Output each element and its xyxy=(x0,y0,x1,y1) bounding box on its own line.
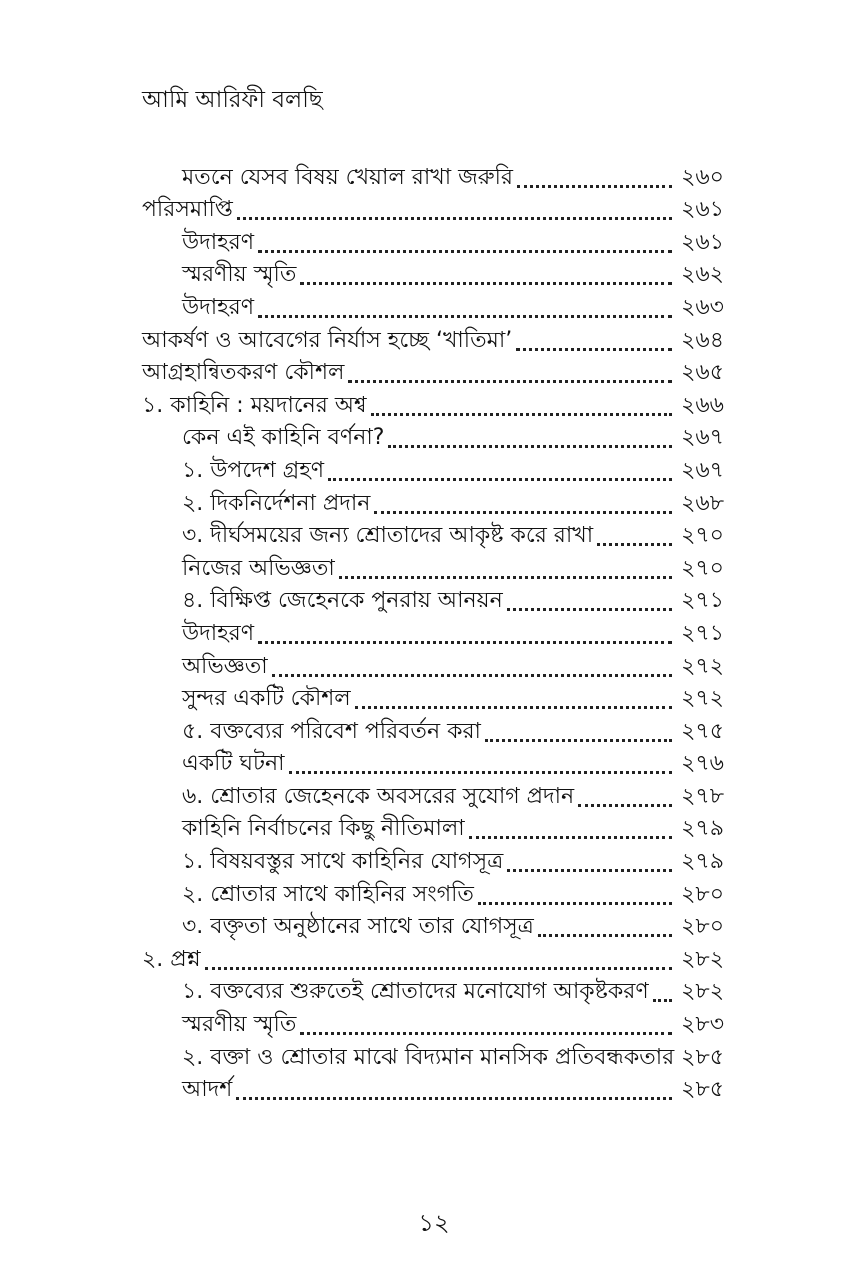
toc-entry-title: স্মরণীয় স্মৃতি xyxy=(182,262,297,288)
dot-leader xyxy=(371,413,672,416)
toc-entry-page: ২৭৯ xyxy=(681,849,724,875)
toc-entry-title: নিজের অভিজ্ঞতা xyxy=(182,555,335,581)
toc-entry xyxy=(142,682,724,715)
dot-leader xyxy=(653,999,672,1002)
toc-entry-page: ২৭১ xyxy=(681,620,724,646)
dot-leader xyxy=(258,250,672,253)
toc-entry-title: অভিজ্ঞতা xyxy=(182,653,268,679)
running-header-title: আমি আরিফী বলছি xyxy=(142,87,323,113)
toc-entry-page: ২৮০ xyxy=(681,914,724,940)
dot-leader xyxy=(272,674,672,677)
dot-leader xyxy=(538,934,672,937)
toc-entry-page: ২৭৫ xyxy=(681,718,724,744)
toc-entry xyxy=(142,551,724,584)
toc-entry-page: ২৬২ xyxy=(681,262,724,288)
toc-entry-page: ২৭২ xyxy=(681,686,724,712)
toc-entry-page: ২৭৮ xyxy=(681,783,724,809)
toc-entry-page: ২৭২ xyxy=(681,653,724,679)
toc-entry-title: ৩. বক্তৃতা অনুষ্ঠানের সাথে তার যোগসূত্র xyxy=(182,914,534,940)
toc-entry-page: ২৭০ xyxy=(681,555,724,581)
toc-entry xyxy=(142,747,724,780)
dot-leader xyxy=(300,1032,672,1035)
toc-entry xyxy=(142,290,724,323)
toc-entry-title: সুন্দর একটি কৌশল xyxy=(182,686,351,712)
toc-entry-page: ২৬৮ xyxy=(681,490,724,516)
toc-entry xyxy=(142,453,724,486)
toc-entry-page: ২৮২ xyxy=(681,979,724,1005)
toc-entry-page: ২৮৩ xyxy=(681,1012,724,1038)
toc-entry-page: ২৭৯ xyxy=(681,816,724,842)
dot-leader xyxy=(300,282,672,285)
toc-entry-page: ২৮০ xyxy=(681,881,724,907)
toc-entry-title: ৬. শ্রোতার জেহেনকে অবসরের সুযোগ প্রদান xyxy=(182,783,575,809)
dot-leader xyxy=(236,1097,672,1100)
toc-entry-title: কাহিনি নির্বাচনের কিছু নীতিমালা xyxy=(182,816,465,842)
toc-entry-title: ১. বক্তব্যের শুরুতেই শ্রোতাদের মনোযোগ আকৃষ্টকরণ xyxy=(182,979,649,1005)
toc-entry-page: ২৭৬ xyxy=(681,751,724,777)
toc-entry-title: উদাহরণ xyxy=(182,620,255,646)
toc-entry-title: ২. দিকনির্দেশনা প্রদান xyxy=(182,490,371,516)
toc-entry xyxy=(142,975,724,1008)
toc-entry xyxy=(142,844,724,877)
toc-entry xyxy=(142,1040,724,1073)
toc-entry xyxy=(142,779,724,812)
toc-entry-page: ২৮৫ xyxy=(681,1044,724,1070)
toc-entry xyxy=(142,486,724,519)
toc-entry-title: ২. বক্তা ও শ্রোতার মাঝে বিদ্যমান মানসিক প্রতিবন্ধকতার xyxy=(182,1044,675,1070)
dot-leader xyxy=(289,771,673,774)
toc-entry xyxy=(142,877,724,910)
toc-entry-title: ২. প্রশ্ন xyxy=(142,946,201,972)
toc-entry-title: ১. উপদেশ গ্রহণ xyxy=(182,457,325,483)
dot-leader xyxy=(258,641,672,644)
table-of-contents xyxy=(142,160,724,1105)
toc-entry xyxy=(142,1073,724,1106)
toc-entry-page: ২৬৭ xyxy=(681,457,724,483)
toc-entry xyxy=(142,519,724,552)
toc-entry-page: ২৭১ xyxy=(681,588,724,614)
toc-entry-page: ২৬১ xyxy=(681,229,724,255)
toc-entry-title: আদর্শ xyxy=(182,1077,233,1103)
toc-entry-title: উদাহরণ xyxy=(182,229,255,255)
toc-entry xyxy=(142,160,724,193)
toc-entry-title: কেন এই কাহিনি বর্ণনা? xyxy=(182,425,385,451)
toc-entry-page: ২৮২ xyxy=(681,946,724,972)
toc-entry xyxy=(142,356,724,389)
toc-entry-title: একটি ঘটনা xyxy=(182,751,285,777)
toc-entry-title: স্মরণীয় স্মৃতি xyxy=(182,1012,297,1038)
toc-entry-page: ২৮৫ xyxy=(681,1077,724,1103)
toc-entry-page: ২৬০ xyxy=(681,164,724,190)
dot-leader xyxy=(578,804,672,807)
dot-leader xyxy=(516,348,672,351)
dot-leader xyxy=(388,445,672,448)
dot-leader xyxy=(348,380,672,383)
toc-entry xyxy=(142,323,724,356)
dot-leader xyxy=(485,739,672,742)
dot-leader xyxy=(374,511,672,514)
toc-entry-title: পরিসমাপ্তি xyxy=(142,197,233,223)
dot-leader xyxy=(517,185,672,188)
toc-entry xyxy=(142,1007,724,1040)
toc-entry-title: ২. শ্রোতার সাথে কাহিনির সংগতি xyxy=(182,881,474,907)
dot-leader xyxy=(507,608,672,611)
dot-leader xyxy=(597,543,672,546)
toc-entry-title: আগ্রহান্বিতকরণ কৌশল xyxy=(142,360,345,386)
toc-entry xyxy=(142,649,724,682)
toc-entry xyxy=(142,421,724,454)
toc-entry xyxy=(142,942,724,975)
toc-entry xyxy=(142,225,724,258)
toc-entry-title: ১. বিষয়বস্তুর সাথে কাহিনির যোগসূত্র xyxy=(182,849,504,875)
dot-leader xyxy=(237,217,672,220)
toc-entry-title: ১. কাহিনি : ময়দানের অশ্ব xyxy=(142,392,367,418)
dot-leader xyxy=(258,315,672,318)
toc-entry xyxy=(142,714,724,747)
toc-entry-page: ২৬৫ xyxy=(681,360,724,386)
toc-entry xyxy=(142,584,724,617)
dot-leader xyxy=(355,706,672,709)
toc-entry-page: ২৬৬ xyxy=(681,392,724,418)
page-number: ১২ xyxy=(418,1209,450,1237)
toc-entry xyxy=(142,388,724,421)
dot-leader xyxy=(478,902,672,905)
toc-entry-title: মতনে যেসব বিষয় খেয়াল রাখা জরুরি xyxy=(182,164,514,190)
dot-leader xyxy=(328,478,672,481)
toc-entry-title: উদাহরণ xyxy=(182,294,255,320)
toc-entry-title: ৪. বিক্ষিপ্ত জেহেনকে পুনরায় আনয়ন xyxy=(182,588,503,614)
dot-leader xyxy=(339,576,672,579)
dot-leader xyxy=(507,869,672,872)
toc-entry-title: ৫. বক্তব্যের পরিবেশ পরিবর্তন করা xyxy=(182,718,481,744)
dot-leader xyxy=(205,967,672,970)
toc-entry xyxy=(142,258,724,291)
toc-entry-page: ২৬৭ xyxy=(681,425,724,451)
toc-entry-page: ২৬৩ xyxy=(681,294,724,320)
toc-entry xyxy=(142,812,724,845)
toc-entry xyxy=(142,616,724,649)
toc-entry-title: ৩. দীর্ঘসময়ের জন্য শ্রোতাদের আকৃষ্ট করে রাখা xyxy=(182,523,594,549)
toc-entry xyxy=(142,193,724,226)
toc-entry-page: ২৬৪ xyxy=(681,327,724,353)
toc-entry-page: ২৬১ xyxy=(681,197,724,223)
toc-entry-title: আকর্ষণ ও আবেগের নির্যাস হচ্ছে ‘খাতিমা’ xyxy=(142,327,513,353)
toc-entry xyxy=(142,910,724,943)
dot-leader xyxy=(469,836,672,839)
toc-entry-page: ২৭০ xyxy=(681,523,724,549)
